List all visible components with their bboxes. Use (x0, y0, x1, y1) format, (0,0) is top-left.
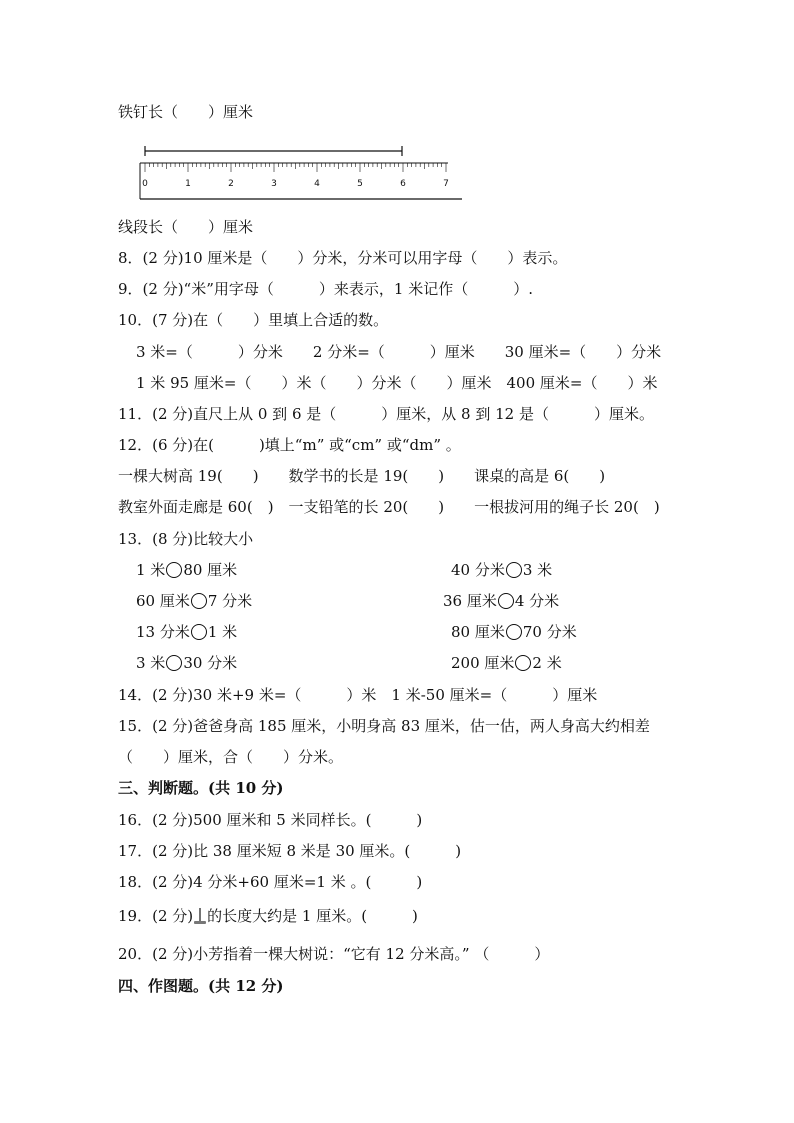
question-15-line-2: （ ）厘米，合（ ）分米。 (118, 748, 344, 766)
question-segment-length: 线段长（ ）厘米 (118, 218, 254, 236)
question-12-row-1: 一棵大树高 19( ) 数学书的长是 19( ) 课桌的高是 6( ) (118, 467, 606, 485)
question-8: 8．(2 分)10 厘米是（ ）分米，分米可以用字母（ ）表示。 (118, 249, 568, 267)
ruler-label: 7 (443, 179, 449, 189)
ruler-label: 5 (357, 179, 363, 189)
compare-circle[interactable] (191, 624, 207, 640)
pushpin-icon (193, 907, 207, 925)
ruler-label: 2 (228, 179, 234, 189)
question-9: 9．(2 分)“米”用字母（ ）来表示，1 米记作（ ）. (118, 280, 533, 298)
compare-circle[interactable] (166, 655, 182, 671)
compare-item: 36 厘米 4 分米 (443, 592, 560, 610)
question-14: 14．(2 分)30 米+9 米=（ ）米 1 米-50 厘米=（ ）厘米 (118, 686, 598, 704)
question-15-line-1: 15．(2 分)爸爸身高 185 厘米，小明身高 83 厘米，估一估，两人身高大约相差 (118, 717, 650, 735)
compare-item: 3 米 30 分米 (136, 654, 238, 672)
compare-circle[interactable] (498, 593, 514, 609)
compare-item: 200 厘米 2 米 (451, 654, 562, 672)
compare-item: 1 米 80 厘米 (136, 561, 238, 579)
compare-circle[interactable] (191, 593, 207, 609)
ruler-label: 3 (271, 179, 277, 189)
ruler-figure (136, 143, 466, 205)
question-12: 12．(6 分)在( )填上“m” 或“cm” 或“dm” 。 (118, 436, 461, 454)
question-20: 20．(2 分)小芳指着一棵大树说：“它有 12 分米高。” （ ） (118, 945, 550, 963)
ruler-label: 0 (142, 179, 148, 189)
question-13: 13．(8 分)比较大小 (118, 530, 254, 548)
question-nail-length: 铁钉长（ ）厘米 (118, 103, 254, 121)
question-10-row-1: 3 米=（ ）分米 2 分米=（ ）厘米 30 厘米=（ ）分米 (136, 343, 662, 361)
section-4-heading: 四、作图题。(共 12 分) (118, 977, 284, 995)
question-10: 10．(7 分)在（ ）里填上合适的数。 (118, 311, 389, 329)
question-17: 17．(2 分)比 38 厘米短 8 米是 30 厘米。( ) (118, 842, 462, 860)
section-3-heading: 三、判断题。(共 10 分) (118, 779, 284, 797)
question-11: 11．(2 分)直尺上从 0 到 6 是（ ）厘米，从 8 到 12 是（ ）厘米。 (118, 405, 654, 423)
compare-item: 60 厘米 7 分米 (136, 592, 253, 610)
compare-item: 13 分米 1 米 (136, 623, 238, 641)
compare-item: 80 厘米 70 分米 (451, 623, 577, 641)
question-16: 16．(2 分)500 厘米和 5 米同样长。( ) (118, 811, 423, 829)
compare-item: 40 分米 3 米 (451, 561, 553, 579)
ruler-label: 6 (400, 179, 406, 189)
question-12-row-2: 教室外面走廊是 60( ) 一支铅笔的长 20( ) 一根拔河用的绳子长 20( ) (118, 498, 660, 516)
ruler (140, 163, 462, 199)
compare-circle[interactable] (515, 655, 531, 671)
question-10-row-2: 1 米 95 厘米=（ ）米（ ）分米（ ）厘米 400 厘米=（ ）米 (136, 374, 658, 392)
ruler-label: 1 (185, 179, 191, 189)
compare-circle[interactable] (166, 562, 182, 578)
compare-circle[interactable] (506, 562, 522, 578)
question-18: 18．(2 分)4 分米+60 厘米=1 米 。( ) (118, 873, 423, 891)
ruler-label: 4 (314, 179, 320, 189)
question-19: 19．(2 分) 的长度大约是 1 厘米。( ) (118, 907, 418, 925)
compare-circle[interactable] (506, 624, 522, 640)
